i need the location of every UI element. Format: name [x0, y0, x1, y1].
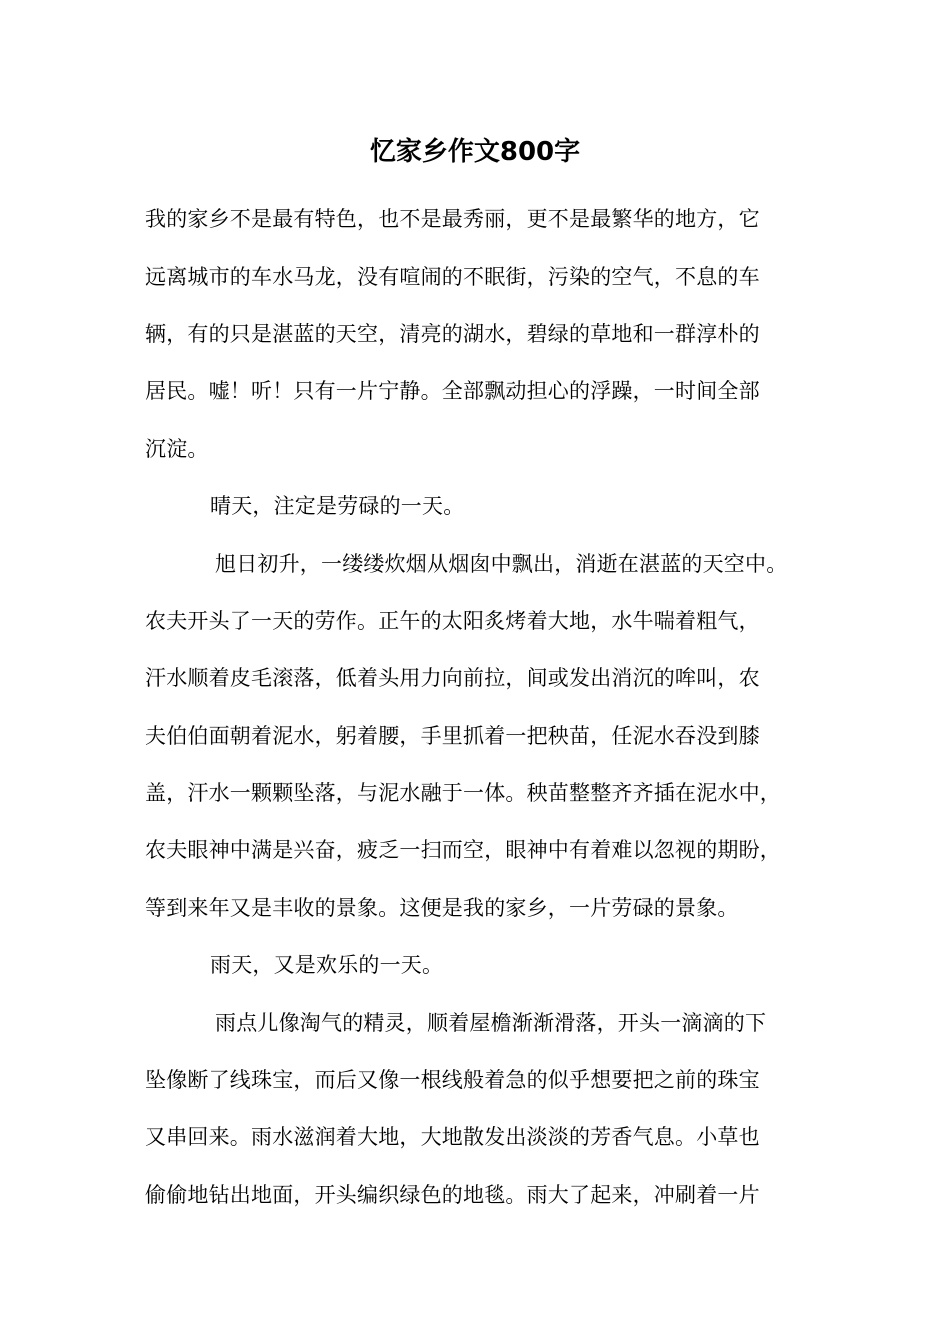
document-title: 忆家乡作文800字	[369, 137, 581, 167]
text-line: 汗水顺着皮毛滚落，低着头用力向前拉，间或发出消沉的哞叫，农	[145, 666, 760, 690]
text-line: 坠像断了线珠宝，而后又像一根线般着急的似乎想要把之前的珠宝	[145, 1068, 760, 1092]
text-line: 旭日初升，一缕缕炊烟从烟囱中飘出，消逝在湛蓝的天空中。	[215, 552, 788, 576]
text-line: 农夫眼神中满是兴奋，疲乏一扫而空，眼神中有着难以忽视的期盼，	[145, 838, 781, 862]
text-line: 偷偷地钻出地面，开头编织绿色的地毯。雨大了起来，冲刷着一片	[145, 1183, 760, 1207]
text-line: 远离城市的车水马龙，没有喧闹的不眠街，污染的空气，不息的车	[145, 265, 760, 289]
paragraph-heading-rainy: 雨天，又是欢乐的一天。	[210, 953, 444, 977]
text-line: 雨点儿像淘气的精灵，顺着屋檐渐渐滑落，开头一滴滴的下	[215, 1011, 767, 1035]
text-line: 又串回来。雨水滋润着大地，大地散发出淡淡的芳香气息。小草也	[145, 1125, 760, 1149]
text-line: 盖，汗水一颗颗坠落，与泥水融于一体。秧苗整整齐齐插在泥水中，	[145, 781, 781, 805]
text-line: 辆，有的只是湛蓝的天空，清亮的湖水，碧绿的草地和一群淳朴的	[145, 322, 760, 346]
text-line: 沉淀。	[145, 437, 209, 461]
text-line: 等到来年又是丰收的景象。这便是我的家乡，一片劳碌的景象。	[145, 896, 739, 920]
text-line: 居民。嘘！听！只有一片宁静。全部飘动担心的浮躁，一时间全部	[145, 379, 760, 403]
text-line: 农夫开头了一天的劳作。正午的太阳炙烤着大地，水牛喘着粗气，	[145, 609, 760, 633]
text-line: 我的家乡不是最有特色，也不是最秀丽，更不是最繁华的地方，它	[145, 207, 760, 231]
text-line: 夫伯伯面朝着泥水，躬着腰，手里抓着一把秧苗，任泥水吞没到膝	[145, 724, 760, 748]
paragraph-heading-sunny: 晴天，注定是劳碌的一天。	[210, 494, 465, 518]
